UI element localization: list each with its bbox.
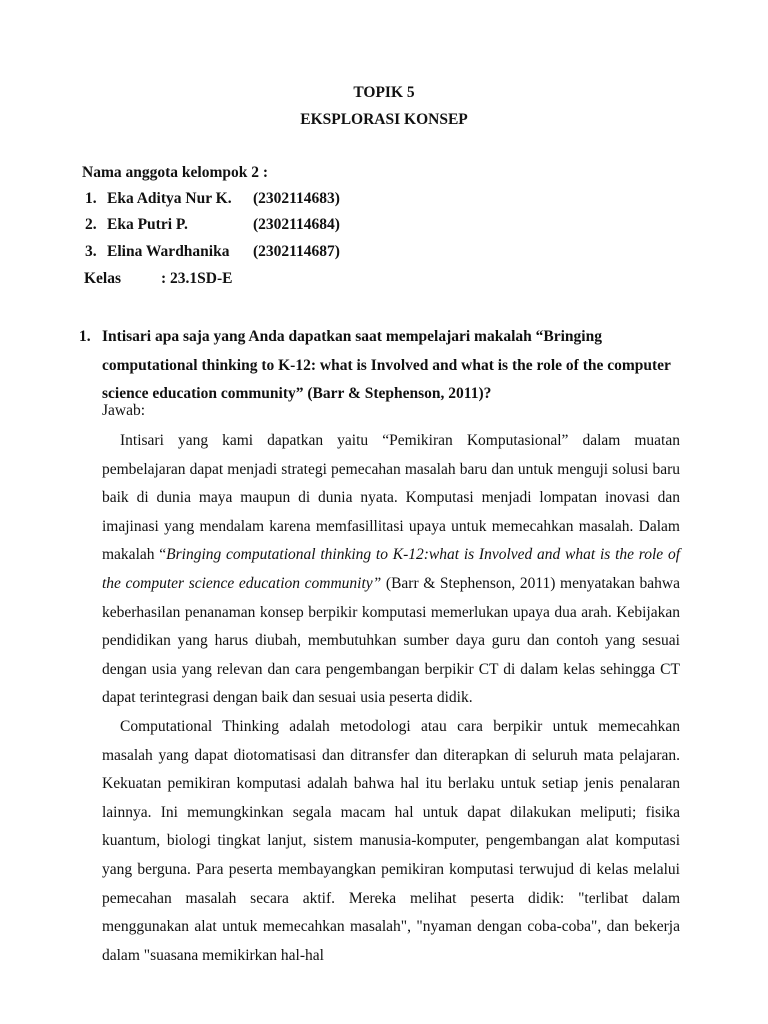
answer-paragraph-2: Computational Thinking adalah metodologi atau cara berpikir untuk memecahkan masalah yang dapat diotomatisasi dan ditransfer dan diterapkan di seluruh mata pelajaran. Kekuatan pemikiran komputasi adalah bahwa hal itu berlaku untuk setiap jenis penalaran lainnya. Ini memungkinkan segala macam hal untuk dapat dilakukan meliputi; fisika kuantum, biologi tingkat lanjut, sistem manusia-komputer, pengembangan alat komputasi yang berguna. Para peserta membayangkan pemikiran komputasi terwujud di kelas melalui pemecahan masalah secara aktif. Mereka melihat peserta didik: "terlibat dalam menggunakan alat untuk memecahkan masalah", "nyaman dengan coba-coba", dan bekerja dalam "suasana memikirkan hal-hal — [102, 717, 680, 964]
topic-subtitle: EKSPLORASI KONSEP — [300, 111, 468, 128]
paragraph-1-text-a: Intisari yang kami dapatkan yaitu “Pemikiran Komputasional” dalam muatan pembelajaran dapat menjadi strategi pemecahan masalah baru dan untuk menguji solusi baru baik di dunia maya maupun di dunia nyata. Komputasi menjadi lompatan inovasi dan imajinasi yang mendalam karena memfasillitasi upaya untuk memecahkan masalah. Dalam makalah “ — [102, 432, 680, 564]
answer-body — [102, 427, 680, 970]
member-number: 2. — [85, 216, 97, 233]
topic-title: TOPIK 5 — [353, 84, 415, 101]
answer-paragraph-1 — [102, 427, 680, 713]
member-name: Eka Aditya Nur K. — [107, 190, 232, 207]
members-heading: Nama anggota kelompok 2 : — [82, 164, 269, 181]
member-name: Elina Wardhanika — [107, 243, 230, 260]
paper-title-italic: Bringing computational thinking to K-12:what is Involved and what is the role of the computer science education community” — [102, 546, 680, 592]
answer-label: Jawab: — [102, 402, 146, 419]
member-name: Eka Putri P. — [107, 216, 188, 233]
member-nim: (2302114684) — [253, 216, 340, 233]
question-1 — [79, 323, 684, 409]
question-number: 1. — [79, 328, 91, 345]
class-label: Kelas — [84, 270, 122, 287]
question-text: Intisari apa saja yang Anda dapatkan saat mempelajari makalah “Bringing computational thinking to K-12: what is Involved and what is the role of the computer science education community” (Barr & Stephenson, 2011)? — [102, 328, 671, 402]
paragraph-1-text-b: (Barr & Stephenson, 2011) menyatakan bahwa keberhasilan penanaman konsep berpikir komputasi memerlukan upaya dua arah. Kebijakan pendidikan yang harus diubah, membutuhkan sumber daya guru dan contoh yang sesuai dengan usia yang relevan dan cara pengembangan berpikir CT di dalam kelas sehingga CT dapat terintegrasi dengan baik dan sesuai usia peserta didik. — [102, 574, 680, 707]
member-number: 1. — [85, 190, 97, 207]
member-nim: (2302114687) — [253, 243, 340, 260]
class-value: : 23.1SD-E — [161, 270, 233, 287]
member-number: 3. — [85, 243, 97, 260]
member-nim: (2302114683) — [253, 190, 340, 207]
